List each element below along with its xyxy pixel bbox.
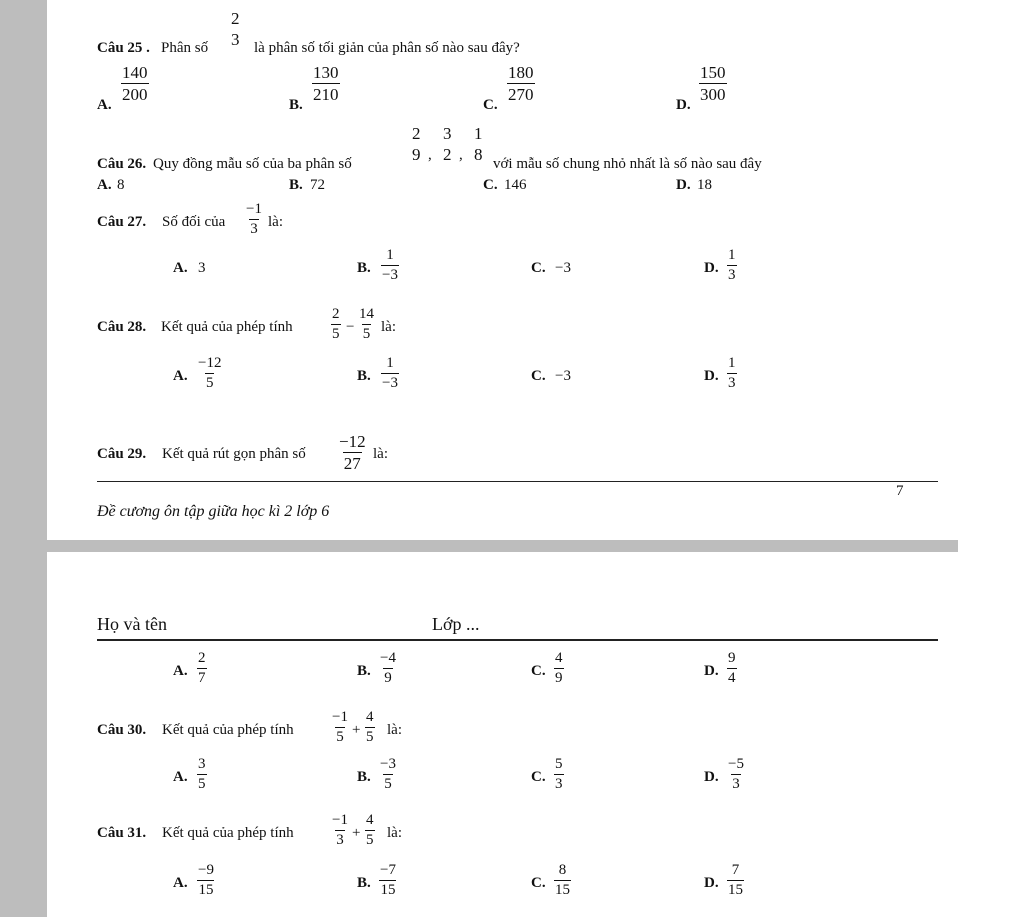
q27-option-a-value: 3 [198,260,206,276]
q27-option-a-letter: A. [173,260,188,276]
q31-fraction-2: $\frac{4}{5}$ [366,812,374,848]
q30-option-b-letter: B. [357,769,371,785]
q25-option-a-letter: A. [97,97,112,113]
viewer-right-margin [958,0,1024,917]
q29-option-a-value: $\frac{2}{7}$ [198,650,206,686]
q26-fraction-2: 3 2 [443,124,452,164]
q27-option-c-letter: C. [531,260,546,276]
q27-text-pre: Số đối của [162,214,226,230]
q27-option-d-value: $\frac{1}{3}$ [728,247,736,283]
q26-option-d-letter: D. [676,177,691,193]
q26-comma-2: , [459,147,463,163]
q31-option-d-letter: D. [704,875,719,891]
q30-option-a-value: $\frac{3}{5}$ [198,756,206,792]
q27-text-post: là: [268,214,283,230]
q31-option-b-value: $\frac{-7}{15}$ [380,862,396,898]
q31-option-c-letter: C. [531,875,546,891]
q31-label: Câu 31. [97,825,147,841]
q28-option-b-letter: B. [357,368,371,384]
page-number: 7 [896,483,904,499]
q25-option-b-letter: B. [289,97,303,113]
class-label: Lớp ... [432,614,480,634]
q25-option-b-value: $\frac{130}{210}$ [313,63,339,104]
q25-fraction: 2 3 [231,9,240,49]
q31-text-pre: Kết quả của phép tính [162,825,294,841]
q26-option-d-value: 18 [697,177,712,193]
q26-option-c-letter: C. [483,177,498,193]
q28-option-b-value: $\frac{1}{-3}$ [382,355,398,391]
q25-option-a-value: $\frac{140}{200}$ [122,63,148,104]
q30-text-pre: Kết quả của phép tính [162,722,294,738]
q28-option-c-value: −3 [555,368,571,384]
q31-option-a-letter: A. [173,875,188,891]
q29-option-d-value: $\frac{9}{4}$ [728,650,736,686]
q30-option-a-letter: A. [173,769,188,785]
q25-text-pre: Phân số [161,40,209,56]
q28-fraction-1: $\frac{2}{5}$ [332,306,340,342]
footer-rule [97,481,938,482]
q26-text-post: với mẫu số chung nhỏ nhất là số nào sau đây [493,156,762,172]
q28-option-c-letter: C. [531,368,546,384]
q28-option-d-value: $\frac{1}{3}$ [728,355,736,391]
q26-fraction-1: 2 9 [412,124,421,164]
q30-option-c-value: $\frac{5}{3}$ [555,756,563,792]
q25-label: Câu 25 . [97,40,150,56]
footer-title: Đề cương ôn tập giữa học kì 2 lớp 6 [97,503,330,520]
name-label: Họ và tên [97,614,167,634]
q30-option-d-value: $\frac{-5}{3}$ [728,756,744,792]
q29-option-b-value: $\frac{-4}{9}$ [380,650,396,686]
q30-option-c-letter: C. [531,769,546,785]
q26-label: Câu 26. [97,156,147,172]
q29-option-c-letter: C. [531,663,546,679]
q29-option-b-letter: B. [357,663,371,679]
q28-option-a-letter: A. [173,368,188,384]
q25-text-post: là phân số tối giản của phân số nào sau đây? [254,40,520,56]
q30-fraction-1: $\frac{-1}{5}$ [332,709,348,745]
q30-option-b-value: $\frac{-3}{5}$ [380,756,396,792]
q30-text-post: là: [387,722,402,738]
q27-option-b-value: $\frac{1}{-3}$ [382,247,398,283]
q31-option-b-letter: B. [357,875,371,891]
q26-text-pre: Quy đồng mẫu số của ba phân số [153,156,352,172]
q25-option-d-letter: D. [676,97,691,113]
q25-option-d-value: $\frac{150}{300}$ [700,63,726,104]
q28-operator: − [346,319,355,335]
document-page-7 [47,0,958,540]
q27-option-c-value: −3 [555,260,571,276]
q28-option-d-letter: D. [704,368,719,384]
q29-option-c-value: $\frac{4}{9}$ [555,650,563,686]
q26-fraction-3: 1 8 [474,124,483,164]
q26-option-a-value: 8 [117,177,125,193]
q28-text-post: là: [381,319,396,335]
q31-option-a-value: $\frac{-9}{15}$ [198,862,214,898]
q25-option-c-letter: C. [483,97,498,113]
q26-option-c-value: 146 [504,177,527,193]
q27-label: Câu 27. [97,214,147,230]
q31-option-d-value: $\frac{7}{15}$ [728,862,743,898]
q31-option-c-value: $\frac{8}{15}$ [555,862,570,898]
q31-text-post: là: [387,825,402,841]
q28-fraction-2: $\frac{14}{5}$ [359,306,374,342]
q27-option-b-letter: B. [357,260,371,276]
q31-fraction-1: $\frac{-1}{3}$ [332,812,348,848]
q29-fraction: $\frac{-12}{27}$ [339,432,366,473]
q30-fraction-2: $\frac{4}{5}$ [366,709,374,745]
q28-text-pre: Kết quả của phép tính [161,319,293,335]
q30-label: Câu 30. [97,722,147,738]
q28-label: Câu 28. [97,319,147,335]
document-page-8 [47,552,958,917]
q26-option-a-letter: A. [97,177,112,193]
q29-text-post: là: [373,446,388,462]
q27-option-d-letter: D. [704,260,719,276]
q31-operator: + [352,825,361,841]
page-gap [0,540,958,552]
q27-fraction: $\frac{-1}{3}$ [246,201,262,237]
q26-option-b-value: 72 [310,177,325,193]
q29-option-a-letter: A. [173,663,188,679]
header-rule [97,639,938,641]
q29-option-d-letter: D. [704,663,719,679]
q30-operator: + [352,722,361,738]
q25-option-c-value: $\frac{180}{270}$ [508,63,534,104]
q26-option-b-letter: B. [289,177,303,193]
q28-option-a-value: $\frac{-12}{5}$ [198,355,222,391]
q26-comma-1: , [428,147,432,163]
q30-option-d-letter: D. [704,769,719,785]
q29-label: Câu 29. [97,446,147,462]
q29-text-pre: Kết quả rút gọn phân số [162,446,306,462]
